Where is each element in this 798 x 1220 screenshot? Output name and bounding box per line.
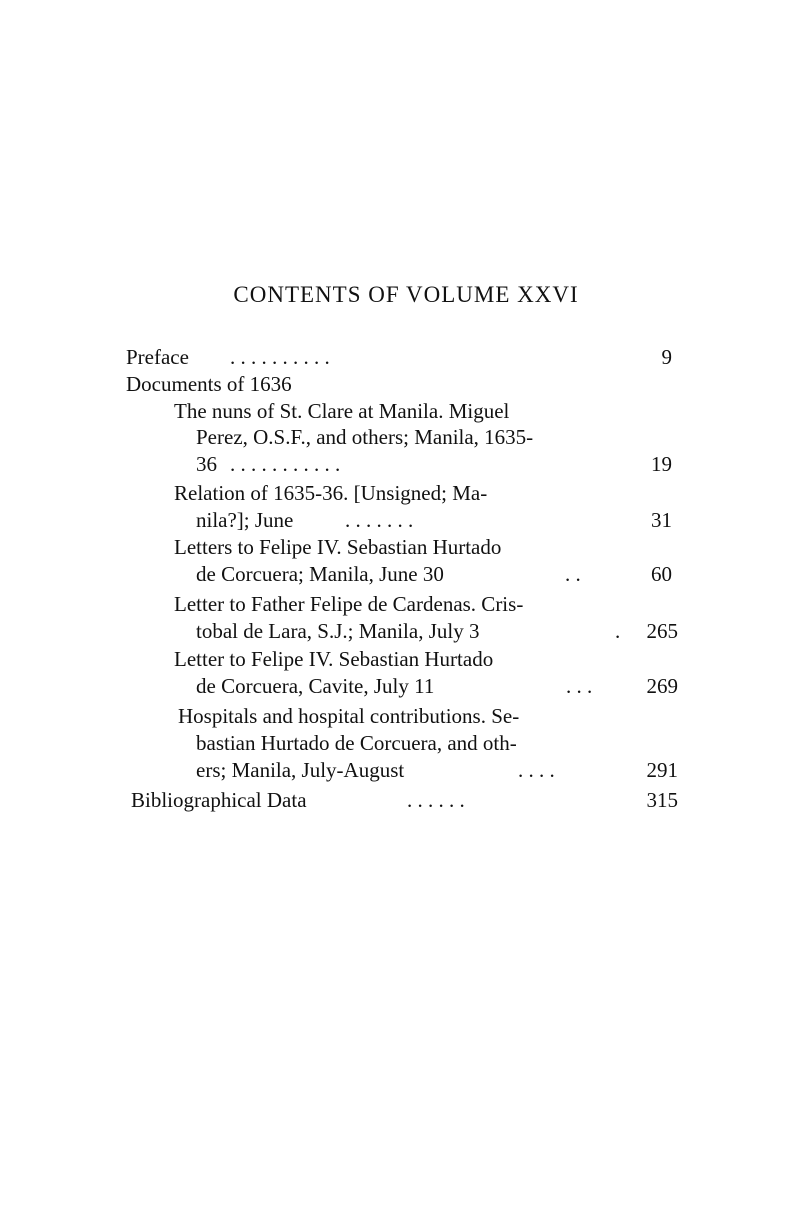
page-title: CONTENTS OF VOLUME XXVI bbox=[233, 282, 579, 307]
toc-entry-bibliographical-title: Bibliographical Data bbox=[131, 788, 307, 812]
toc-entry-cardenas-line-2: tobal de Lara, S.J.; Manila, July 3 bbox=[196, 619, 480, 643]
toc-entry-bibliographical-page: 315 bbox=[646, 788, 678, 812]
toc-entry-relation-line-2: nila?]; June bbox=[196, 508, 294, 532]
toc-entry-cavite-leader: . . . bbox=[566, 674, 593, 698]
toc-entry-hospitals-page: 291 bbox=[646, 758, 678, 782]
toc-entry-hospitals-line-3: ers; Manila, July-August bbox=[196, 758, 405, 782]
toc-entry-nuns-line-2: Perez, O.S.F., and others; Manila, 1635- bbox=[196, 425, 534, 449]
toc-entry-nuns-leader: . . . . . . . . . . . bbox=[230, 452, 341, 476]
toc-entry-letters-june-line-2: de Corcuera; Manila, June 30 bbox=[196, 562, 444, 586]
toc-entry-relation-page: 31 bbox=[651, 508, 672, 532]
toc-entry-letters-june-page: 60 bbox=[651, 562, 672, 586]
toc-entry-nuns-line-3: 36 bbox=[196, 452, 217, 476]
toc-entry-cardenas-line-1: Letter to Father Felipe de Cardenas. Cris- bbox=[174, 592, 524, 616]
toc-entry-nuns-line-1: The nuns of St. Clare at Manila. Miguel bbox=[174, 399, 510, 423]
toc-entry-cardenas-page: 265 bbox=[646, 619, 678, 643]
toc-entry-hospitals-leader: . . . . bbox=[518, 758, 555, 782]
toc-entry-cavite-page: 269 bbox=[646, 674, 678, 698]
toc-entry-letters-june-leader: . . bbox=[565, 562, 581, 586]
toc-section-documents-1636: Documents of 1636 bbox=[126, 372, 292, 396]
toc-entry-cavite-line-2: de Corcuera, Cavite, July 11 bbox=[196, 674, 435, 698]
toc-entry-relation-leader: . . . . . . . bbox=[345, 508, 414, 532]
toc-entry-nuns-page: 19 bbox=[651, 452, 672, 476]
toc-entry-preface-title: Preface bbox=[126, 345, 189, 369]
toc-entry-letters-june-line-1: Letters to Felipe IV. Sebastian Hurtado bbox=[174, 535, 502, 559]
toc-entry-preface-leader: . . . . . . . . . . bbox=[230, 345, 330, 369]
toc-entry-cavite-line-1: Letter to Felipe IV. Sebastian Hurtado bbox=[174, 647, 494, 671]
toc-entry-bibliographical-leader: . . . . . . bbox=[407, 788, 465, 812]
toc-entry-relation-line-1: Relation of 1635-36. [Unsigned; Ma- bbox=[174, 481, 488, 505]
toc-entry-hospitals-line-2: bastian Hurtado de Corcuera, and oth- bbox=[196, 731, 517, 755]
toc-entry-cardenas-leader: . bbox=[615, 619, 621, 643]
toc-entry-preface-page: 9 bbox=[661, 345, 672, 369]
toc-entry-hospitals-line-1: Hospitals and hospital contributions. Se- bbox=[178, 704, 520, 728]
